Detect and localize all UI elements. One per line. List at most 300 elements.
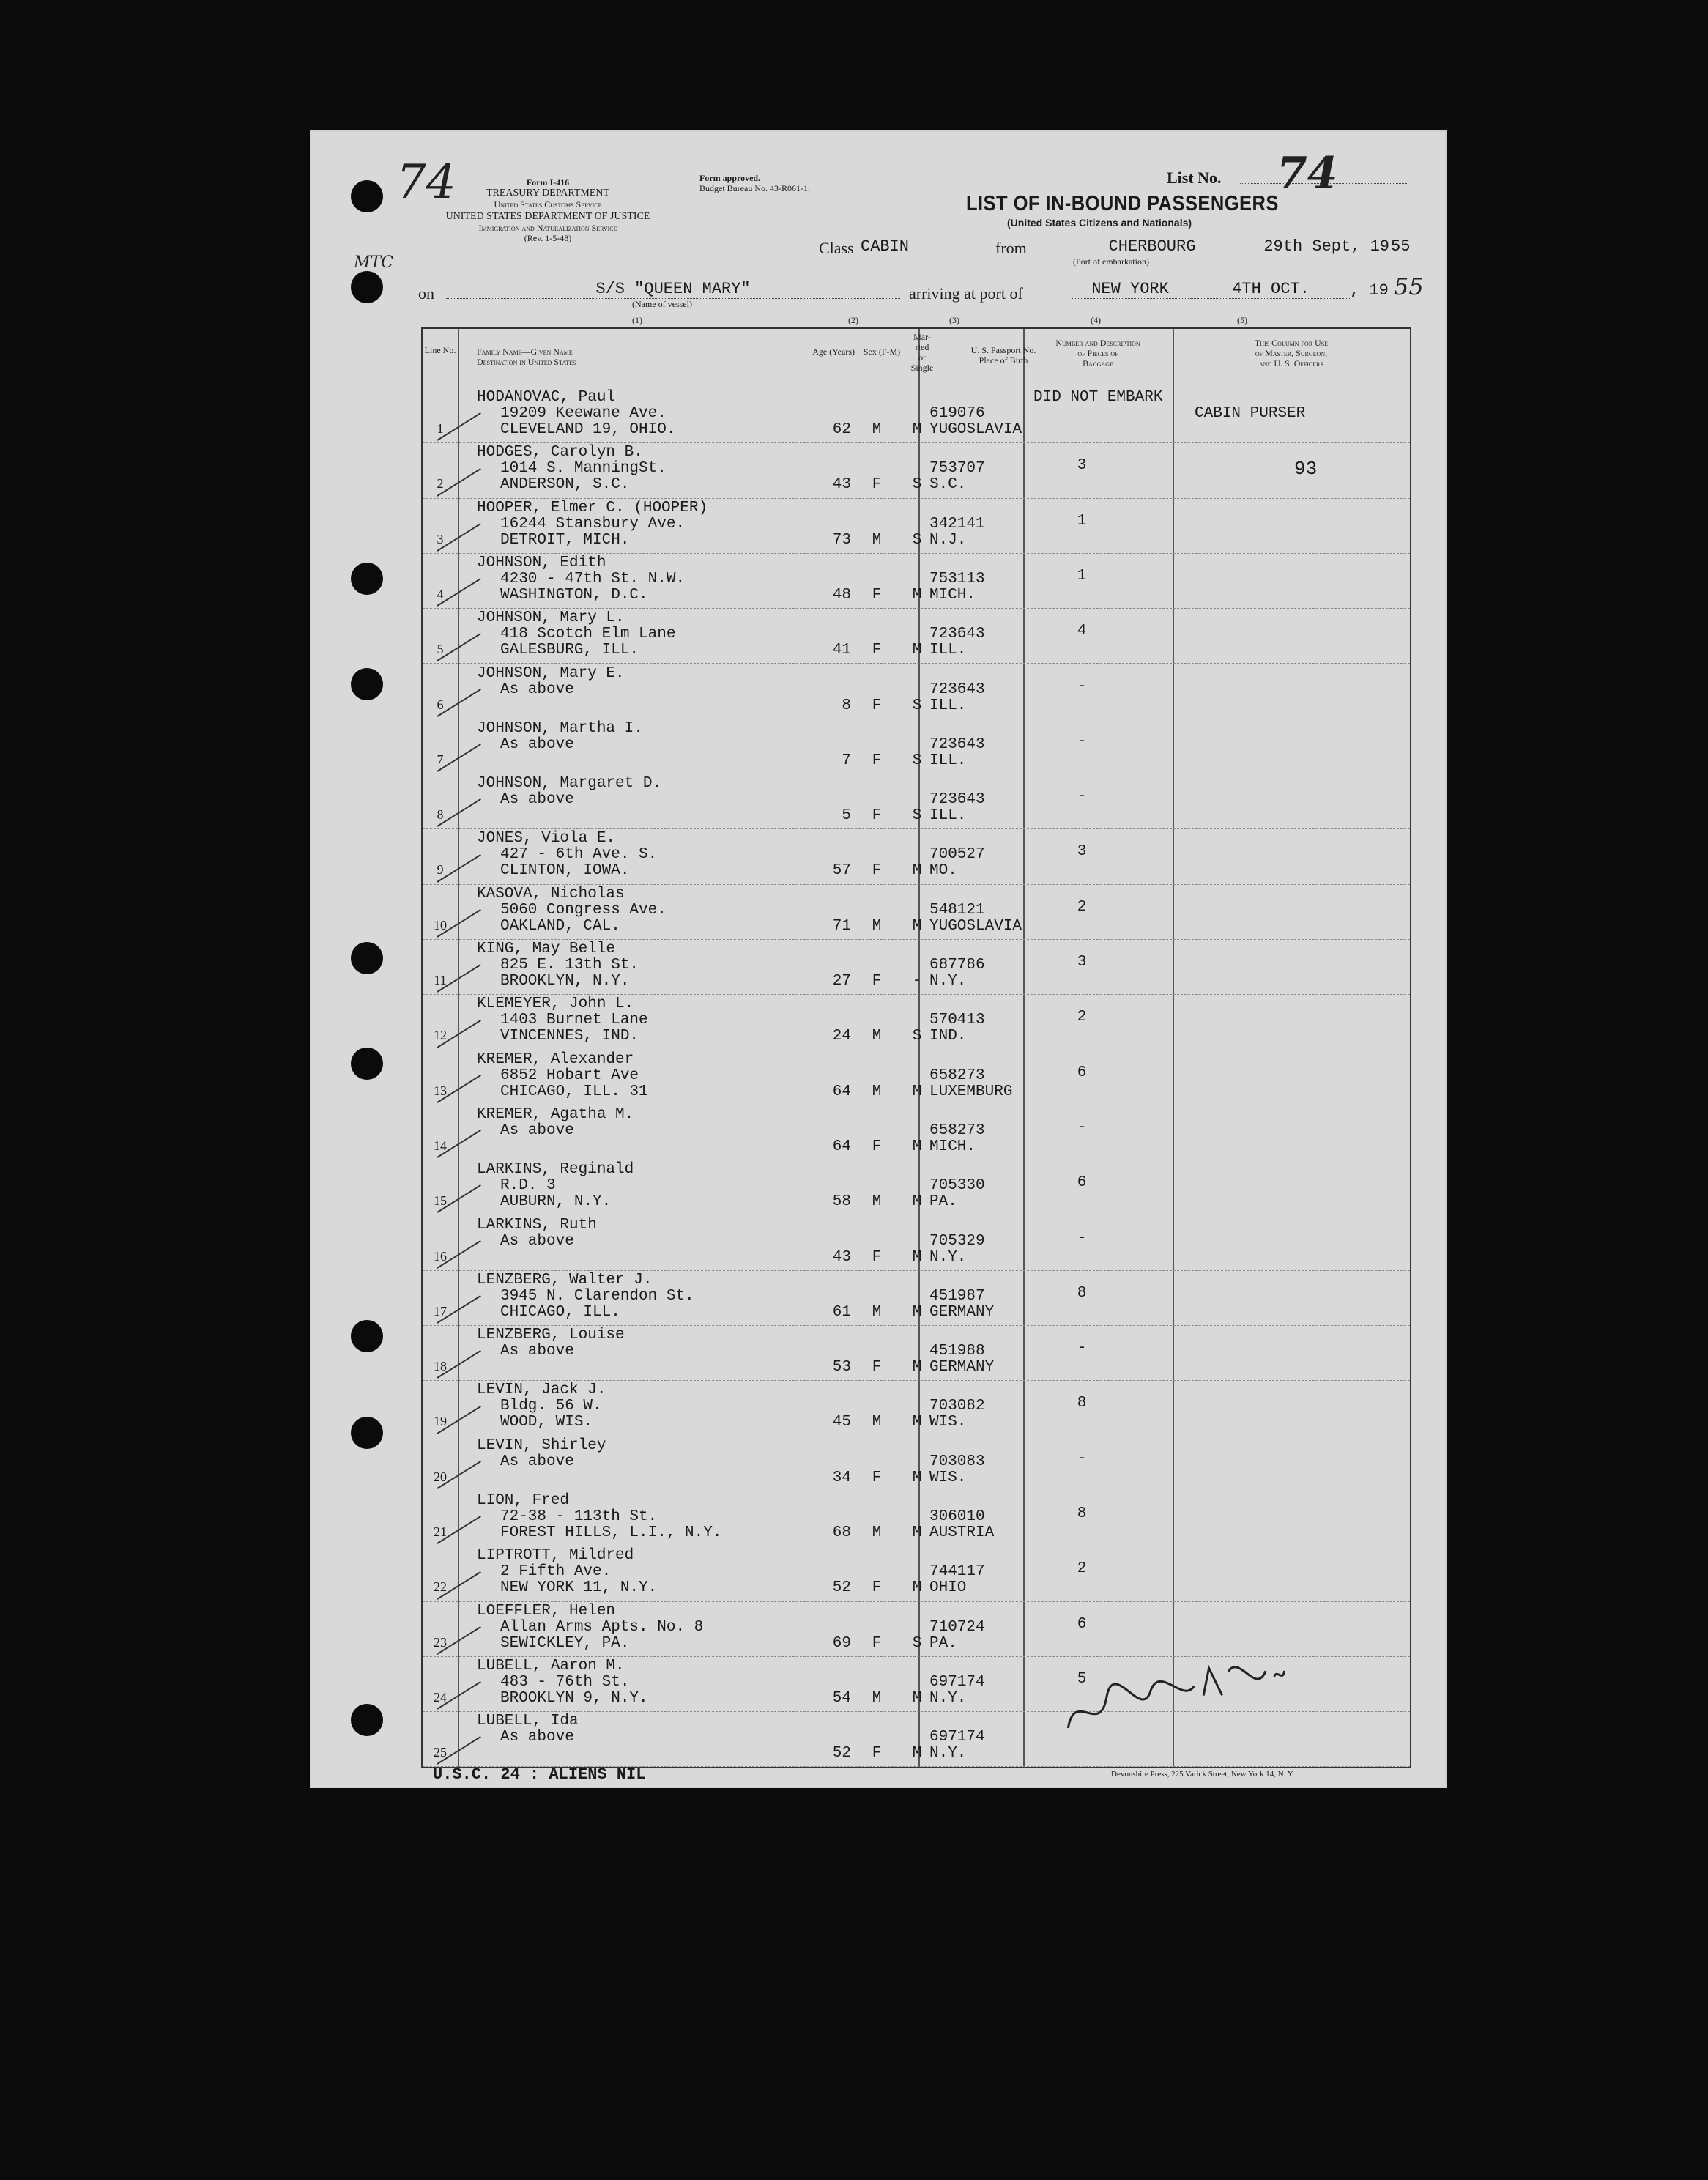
age: 71 bbox=[832, 917, 851, 935]
place-of-birth: ILL. bbox=[929, 697, 967, 714]
baggage-count: 3 bbox=[1077, 954, 1087, 971]
place-of-birth: GERMANY bbox=[929, 1303, 995, 1321]
family-name: KASOVA, Nicholas bbox=[477, 885, 625, 902]
passport-number: 451987 bbox=[929, 1287, 985, 1305]
passport-number: 753707 bbox=[929, 460, 985, 478]
sex: F bbox=[872, 697, 882, 714]
table-row bbox=[423, 1105, 1410, 1160]
sex: F bbox=[872, 1138, 882, 1155]
place-of-birth: AUSTRIA bbox=[929, 1524, 995, 1541]
line-number: 24 bbox=[434, 1689, 447, 1705]
arriving-label: arriving at port of bbox=[909, 284, 1023, 303]
baggage-count: 8 bbox=[1077, 1505, 1087, 1522]
place-of-birth: N.Y. bbox=[929, 1248, 967, 1266]
passport-number: 570413 bbox=[929, 1012, 985, 1029]
family-name: LIPTROTT, Mildred bbox=[477, 1547, 634, 1565]
baggage-count: 3 bbox=[1077, 457, 1087, 475]
family-name: LENZBERG, Louise bbox=[477, 1327, 625, 1344]
col-number-1: (1) bbox=[632, 315, 642, 325]
arrival-date: 4TH OCT. bbox=[1190, 280, 1351, 299]
place-of-birth: MICH. bbox=[929, 586, 976, 604]
marital-status: M bbox=[912, 1193, 922, 1211]
place-of-birth: N.Y. bbox=[929, 973, 967, 990]
table-row bbox=[423, 1270, 1410, 1326]
age: 61 bbox=[832, 1303, 851, 1321]
place-of-birth: N.Y. bbox=[929, 1745, 967, 1762]
vessel-note: (Name of vessel) bbox=[632, 299, 692, 309]
marital-status: - bbox=[912, 973, 922, 990]
family-name: HOOPER, Elmer C. (HOOPER) bbox=[477, 499, 708, 516]
binder-hole bbox=[351, 271, 383, 303]
passport-number: 723643 bbox=[929, 791, 985, 809]
binder-hole bbox=[351, 1048, 383, 1080]
destination-city: BROOKLYN, N.Y. bbox=[500, 973, 630, 990]
baggage-count: - bbox=[1077, 1229, 1087, 1247]
destination-city: ANDERSON, S.C. bbox=[500, 476, 630, 494]
address-line: 825 E. 13th St. bbox=[500, 957, 639, 974]
marital-status: M bbox=[912, 421, 922, 438]
family-name: JOHNSON, Mary E. bbox=[477, 664, 625, 682]
binder-hole bbox=[351, 942, 383, 974]
form-revision: (Rev. 1-5-48) bbox=[524, 233, 572, 243]
baggage-count: 1 bbox=[1077, 567, 1087, 585]
destination-city: FOREST HILLS, L.I., N.Y. bbox=[500, 1524, 722, 1541]
age: 41 bbox=[832, 642, 851, 659]
treasury-dept: TREASURY DEPARTMENT bbox=[486, 188, 610, 199]
marital-status: M bbox=[912, 1303, 922, 1321]
place-of-birth: ILL. bbox=[929, 642, 967, 659]
marital-status: M bbox=[912, 1469, 922, 1486]
destination-city: GALESBURG, ILL. bbox=[500, 642, 639, 659]
address-line: As above bbox=[500, 735, 574, 753]
address-line: 4230 - 47th St. N.W. bbox=[500, 570, 686, 587]
sex: F bbox=[872, 1359, 882, 1376]
baggage-count: 2 bbox=[1077, 898, 1087, 916]
place-of-birth: MO. bbox=[929, 862, 957, 880]
form-approved: Form approved. bbox=[699, 173, 761, 183]
col-header-name: Family Name—Given Name Destination in United States bbox=[477, 346, 576, 367]
family-name: KING, May Belle bbox=[477, 941, 616, 957]
address-line: As above bbox=[500, 681, 574, 698]
binder-hole bbox=[351, 180, 383, 212]
address-line: 3945 N. Clarendon St. bbox=[500, 1287, 694, 1305]
from-value: CHERBOURG bbox=[1050, 237, 1255, 256]
table-row bbox=[423, 664, 1410, 719]
sex: F bbox=[872, 476, 882, 494]
vessel-name: S/S "QUEEN MARY" bbox=[446, 280, 900, 299]
departure-date: 29th Sept, 19 bbox=[1259, 237, 1389, 256]
address-line: Allan Arms Apts. No. 8 bbox=[500, 1618, 704, 1636]
place-of-birth: YUGOSLAVIA bbox=[929, 917, 1022, 935]
sex: M bbox=[872, 917, 882, 935]
sex: F bbox=[872, 1634, 882, 1652]
age: 68 bbox=[832, 1524, 851, 1541]
destination-city: WOOD, WIS. bbox=[500, 1414, 593, 1431]
family-name: KLEMEYER, John L. bbox=[477, 996, 634, 1013]
marital-status: M bbox=[912, 1745, 922, 1762]
list-no-label: List No. bbox=[1167, 168, 1222, 187]
age: 52 bbox=[832, 1745, 851, 1762]
age: 48 bbox=[832, 586, 851, 604]
marital-status: M bbox=[912, 586, 922, 604]
table-row bbox=[423, 884, 1410, 940]
line-number: 20 bbox=[434, 1469, 447, 1484]
table-row bbox=[423, 1050, 1410, 1105]
family-name: KREMER, Alexander bbox=[477, 1050, 634, 1068]
baggage-count: - bbox=[1077, 733, 1087, 750]
marital-status: S bbox=[912, 1634, 922, 1652]
baggage-count: 6 bbox=[1077, 1174, 1087, 1192]
passport-number: 723643 bbox=[929, 626, 985, 643]
departure-year: 55 bbox=[1391, 237, 1411, 256]
passport-number: 705329 bbox=[929, 1232, 985, 1250]
table-row bbox=[423, 939, 1410, 995]
address-line: 427 - 6th Ave. S. bbox=[500, 846, 658, 864]
line-number: 15 bbox=[434, 1193, 447, 1209]
table-row bbox=[423, 1711, 1410, 1767]
passport-number: 700527 bbox=[929, 846, 985, 864]
destination-city: CHICAGO, ILL. 31 bbox=[500, 1083, 648, 1100]
age: 54 bbox=[832, 1689, 851, 1707]
baggage-count: 2 bbox=[1077, 1009, 1087, 1026]
sex: M bbox=[872, 1193, 882, 1211]
ins-service: Immigration and Naturalization Service bbox=[478, 223, 617, 233]
address-line: 19209 Keewane Ave. bbox=[500, 405, 667, 422]
officer-note: CABIN PURSER bbox=[1195, 405, 1306, 422]
family-name: JOHNSON, Edith bbox=[477, 554, 606, 571]
line-number: 2 bbox=[437, 476, 444, 492]
baggage-count: 6 bbox=[1077, 1064, 1087, 1081]
line-number: 13 bbox=[434, 1083, 447, 1098]
line-number: 16 bbox=[434, 1248, 447, 1264]
sex: F bbox=[872, 1248, 882, 1266]
from-label: from bbox=[995, 239, 1027, 257]
baggage-count: 4 bbox=[1077, 623, 1087, 640]
passport-number: 697174 bbox=[929, 1729, 985, 1746]
destination-city: AUBURN, N.Y. bbox=[500, 1193, 612, 1211]
family-name: JOHNSON, Mary L. bbox=[477, 609, 625, 627]
passport-number: 619076 bbox=[929, 405, 985, 422]
marital-status: M bbox=[912, 1359, 922, 1376]
arrival-year: 55 bbox=[1394, 272, 1424, 300]
line-number: 14 bbox=[434, 1138, 447, 1153]
table-row bbox=[423, 774, 1410, 829]
passport-number: 697174 bbox=[929, 1673, 985, 1691]
line-number: 6 bbox=[437, 697, 444, 712]
place-of-birth: IND. bbox=[929, 1028, 967, 1045]
address-line: As above bbox=[500, 791, 574, 809]
line-number: 1 bbox=[437, 421, 444, 436]
destination-city: CHICAGO, ILL. bbox=[500, 1303, 620, 1321]
marital-status: S bbox=[912, 752, 922, 769]
sex: F bbox=[872, 642, 882, 659]
line-number: 17 bbox=[434, 1303, 447, 1319]
passport-number: 710724 bbox=[929, 1618, 985, 1636]
form-number: Form I-416 bbox=[526, 177, 570, 188]
budget-bureau: Budget Bureau No. 43-R061-1. bbox=[699, 183, 810, 193]
passport-number: 753113 bbox=[929, 570, 985, 587]
embark-note: (Port of embarkation) bbox=[1073, 256, 1149, 267]
table-row bbox=[423, 498, 1410, 554]
place-of-birth: MICH. bbox=[929, 1138, 976, 1155]
address-line: 418 Scotch Elm Lane bbox=[500, 626, 676, 643]
col-header-line: Line No. bbox=[424, 345, 456, 355]
table-row bbox=[423, 719, 1410, 774]
passport-number: 658273 bbox=[929, 1121, 985, 1139]
destination-city: VINCENNES, IND. bbox=[500, 1028, 639, 1045]
line-number: 5 bbox=[437, 642, 444, 657]
age: 64 bbox=[832, 1083, 851, 1100]
destination-city: CLINTON, IOWA. bbox=[500, 862, 630, 880]
line-number: 4 bbox=[437, 586, 444, 601]
col-header-officers: This Column for Use of Master, Surgeon, and U. S. Officers bbox=[1254, 338, 1329, 368]
line-number: 23 bbox=[434, 1634, 447, 1650]
address-line: R.D. 3 bbox=[500, 1177, 556, 1195]
passenger-table bbox=[421, 327, 1411, 1768]
sex: M bbox=[872, 531, 882, 549]
age: 64 bbox=[832, 1138, 851, 1155]
address-line: As above bbox=[500, 1343, 574, 1360]
col-header-age: Age (Years) bbox=[812, 346, 855, 357]
place-of-birth: ILL. bbox=[929, 752, 967, 769]
marital-status: M bbox=[912, 1248, 922, 1266]
baggage-count: 5 bbox=[1077, 1670, 1087, 1688]
table-row bbox=[423, 553, 1410, 609]
arrival-year-prefix: , 19 bbox=[1350, 281, 1389, 300]
line-number: 7 bbox=[437, 752, 444, 767]
class-value: CABIN bbox=[861, 237, 987, 256]
binder-hole bbox=[351, 1320, 383, 1352]
marital-status: M bbox=[912, 1083, 922, 1100]
age: 7 bbox=[842, 752, 851, 769]
family-name: HODGES, Carolyn B. bbox=[477, 444, 643, 461]
table-row bbox=[423, 994, 1410, 1050]
address-line: 16244 Stansbury Ave. bbox=[500, 515, 686, 533]
col-number-5: (5) bbox=[1237, 315, 1247, 325]
baggage-count: 6 bbox=[1077, 1615, 1087, 1633]
family-name: HODANOVAC, Paul bbox=[477, 389, 616, 406]
sex: F bbox=[872, 973, 882, 990]
place-of-birth: N.J. bbox=[929, 531, 967, 549]
family-name: LUBELL, Aaron M. bbox=[477, 1657, 625, 1675]
marital-status: M bbox=[912, 642, 922, 659]
table-row bbox=[423, 442, 1410, 498]
margin-list-number: 74 bbox=[396, 155, 456, 210]
aliens-nil-note: U.S.C. 24 : ALIENS NIL bbox=[433, 1765, 646, 1784]
destination-city: SEWICKLEY, PA. bbox=[500, 1634, 630, 1652]
family-name: JOHNSON, Martha I. bbox=[477, 719, 643, 737]
place-of-birth: ILL. bbox=[929, 807, 967, 825]
table-row bbox=[423, 1436, 1410, 1491]
line-number: 19 bbox=[434, 1414, 447, 1429]
binder-hole bbox=[351, 563, 383, 595]
sex: F bbox=[872, 752, 882, 769]
table-row bbox=[423, 828, 1410, 884]
marital-status: S bbox=[912, 531, 922, 549]
baggage-count: 1 bbox=[1077, 512, 1087, 530]
binder-hole bbox=[351, 1417, 383, 1449]
sex: F bbox=[872, 586, 882, 604]
sex: M bbox=[872, 1524, 882, 1541]
age: 43 bbox=[832, 1248, 851, 1266]
address-line: 1403 Burnet Lane bbox=[500, 1012, 648, 1029]
col-number-4: (4) bbox=[1091, 315, 1101, 325]
marital-status: M bbox=[912, 1524, 922, 1541]
list-no-value: 74 bbox=[1277, 148, 1338, 199]
address-line: 1014 S. ManningSt. bbox=[500, 460, 667, 478]
document-title: LIST OF IN-BOUND PASSENGERS bbox=[966, 192, 1279, 215]
passport-number: 687786 bbox=[929, 957, 985, 974]
address-line: 483 - 76th St. bbox=[500, 1673, 630, 1691]
class-label: Class bbox=[819, 239, 854, 257]
marital-status: M bbox=[912, 1689, 922, 1707]
place-of-birth: LUXEMBURG bbox=[929, 1083, 1013, 1100]
family-name: LUBELL, Ida bbox=[477, 1713, 579, 1730]
marital-status: S bbox=[912, 1028, 922, 1045]
age: 73 bbox=[832, 531, 851, 549]
place-of-birth: WIS. bbox=[929, 1414, 967, 1431]
passport-number: 451988 bbox=[929, 1343, 985, 1360]
baggage-count: - bbox=[1077, 678, 1087, 695]
place-of-birth: OHIO bbox=[929, 1579, 967, 1597]
family-name: LEVIN, Shirley bbox=[477, 1436, 606, 1454]
sex: M bbox=[872, 1303, 882, 1321]
sex: M bbox=[872, 1083, 882, 1100]
col-header-baggage: Number and Description of Pieces of Baggage bbox=[1055, 338, 1140, 368]
document-subtitle: (United States Citizens and Nationals) bbox=[1007, 217, 1192, 229]
destination-city: BROOKLYN 9, N.Y. bbox=[500, 1689, 648, 1707]
line-number: 25 bbox=[434, 1745, 447, 1760]
table-row bbox=[423, 608, 1410, 664]
address-line: As above bbox=[500, 1232, 574, 1250]
age: 27 bbox=[832, 973, 851, 990]
printer-credit: Devonshire Press, 225 Varick Street, New York 14, N. Y. bbox=[1111, 1770, 1295, 1779]
passport-number: 723643 bbox=[929, 735, 985, 753]
sex: F bbox=[872, 807, 882, 825]
justice-dept: UNITED STATES DEPARTMENT OF JUSTICE bbox=[445, 211, 650, 222]
baggage-count: - bbox=[1077, 1340, 1087, 1357]
passport-number: 703082 bbox=[929, 1398, 985, 1415]
age: 45 bbox=[832, 1414, 851, 1431]
age: 62 bbox=[832, 421, 851, 438]
baggage-count: - bbox=[1077, 788, 1087, 806]
marital-status: S bbox=[912, 476, 922, 494]
family-name: LOEFFLER, Helen bbox=[477, 1602, 616, 1620]
marital-status: M bbox=[912, 1414, 922, 1431]
col-header-passport: U. S. Passport No. Place of Birth bbox=[970, 345, 1036, 366]
line-number: 3 bbox=[437, 531, 444, 546]
mtc-note: MTC bbox=[354, 253, 394, 272]
destination-city: OAKLAND, CAL. bbox=[500, 917, 620, 935]
passport-number: 744117 bbox=[929, 1563, 985, 1581]
age: 53 bbox=[832, 1359, 851, 1376]
address-line: 72-38 - 113th St. bbox=[500, 1508, 658, 1525]
baggage-count: - bbox=[1077, 1450, 1087, 1467]
passenger-manifest-page bbox=[310, 130, 1447, 1788]
address-line: 2 Fifth Ave. bbox=[500, 1563, 612, 1581]
marital-status: M bbox=[912, 917, 922, 935]
table-row bbox=[423, 1380, 1410, 1436]
passport-number: 658273 bbox=[929, 1067, 985, 1084]
line-number: 18 bbox=[434, 1359, 447, 1374]
table-row bbox=[423, 1491, 1410, 1546]
baggage-count: 8 bbox=[1077, 1395, 1087, 1412]
place-of-birth: PA. bbox=[929, 1634, 957, 1652]
table-row bbox=[423, 1160, 1410, 1215]
destination-city: CLEVELAND 19, OHIO. bbox=[500, 421, 676, 438]
destination-city: DETROIT, MICH. bbox=[500, 531, 630, 549]
passport-number: 342141 bbox=[929, 515, 985, 533]
sex: M bbox=[872, 1689, 882, 1707]
col-number-3: (3) bbox=[949, 315, 959, 325]
family-name: KREMER, Agatha M. bbox=[477, 1105, 634, 1123]
baggage-count: 3 bbox=[1077, 843, 1087, 861]
line-number: 11 bbox=[434, 973, 447, 987]
customs-service: United States Customs Service bbox=[494, 199, 602, 210]
family-name: LARKINS, Reginald bbox=[477, 1161, 634, 1179]
sex: F bbox=[872, 1579, 882, 1597]
passport-number: 723643 bbox=[929, 681, 985, 698]
sex: F bbox=[872, 1469, 882, 1486]
age: 34 bbox=[832, 1469, 851, 1486]
baggage-count: 8 bbox=[1077, 1284, 1087, 1302]
col-header-sex: Sex (F-M) bbox=[863, 346, 901, 357]
sex: M bbox=[872, 1028, 882, 1045]
line-number: 12 bbox=[434, 1028, 447, 1043]
passport-number: 548121 bbox=[929, 901, 985, 919]
marital-status: S bbox=[912, 807, 922, 825]
col-header-married: Mar- ried or Single bbox=[910, 332, 934, 373]
age: 57 bbox=[832, 862, 851, 880]
col-number-2: (2) bbox=[848, 315, 858, 325]
age: 58 bbox=[832, 1193, 851, 1211]
age: 69 bbox=[832, 1634, 851, 1652]
line-number: 21 bbox=[434, 1524, 447, 1539]
family-name: LENZBERG, Walter J. bbox=[477, 1271, 653, 1289]
officer-note: 93 bbox=[1294, 458, 1318, 481]
table-row bbox=[423, 388, 1410, 443]
binder-hole bbox=[351, 668, 383, 700]
sex: M bbox=[872, 1414, 882, 1431]
address-line: Bldg. 56 W. bbox=[500, 1398, 602, 1415]
address-line: 5060 Congress Ave. bbox=[500, 901, 667, 919]
sex: F bbox=[872, 1745, 882, 1762]
baggage-count: DID NOT EMBARK bbox=[1033, 389, 1163, 406]
table-row bbox=[423, 1325, 1410, 1381]
table-row bbox=[423, 1546, 1410, 1601]
place-of-birth: S.C. bbox=[929, 476, 967, 494]
on-label: on bbox=[418, 284, 434, 303]
family-name: LION, Fred bbox=[477, 1492, 570, 1509]
age: 52 bbox=[832, 1579, 851, 1597]
marital-status: S bbox=[912, 697, 922, 714]
place-of-birth: YUGOSLAVIA bbox=[929, 421, 1022, 438]
place-of-birth: N.Y. bbox=[929, 1689, 967, 1707]
destination-city: WASHINGTON, D.C. bbox=[500, 586, 648, 604]
address-line: As above bbox=[500, 1453, 574, 1470]
baggage-count: - bbox=[1077, 1119, 1087, 1136]
baggage-count: 2 bbox=[1077, 1560, 1087, 1578]
passport-number: 703083 bbox=[929, 1453, 985, 1470]
line-number: 22 bbox=[434, 1579, 447, 1595]
marital-status: M bbox=[912, 862, 922, 880]
place-of-birth: PA. bbox=[929, 1193, 957, 1211]
address-line: As above bbox=[500, 1121, 574, 1139]
marital-status: M bbox=[912, 1579, 922, 1597]
age: 8 bbox=[842, 697, 851, 714]
table-row bbox=[423, 1215, 1410, 1271]
passport-number: 705330 bbox=[929, 1177, 985, 1195]
